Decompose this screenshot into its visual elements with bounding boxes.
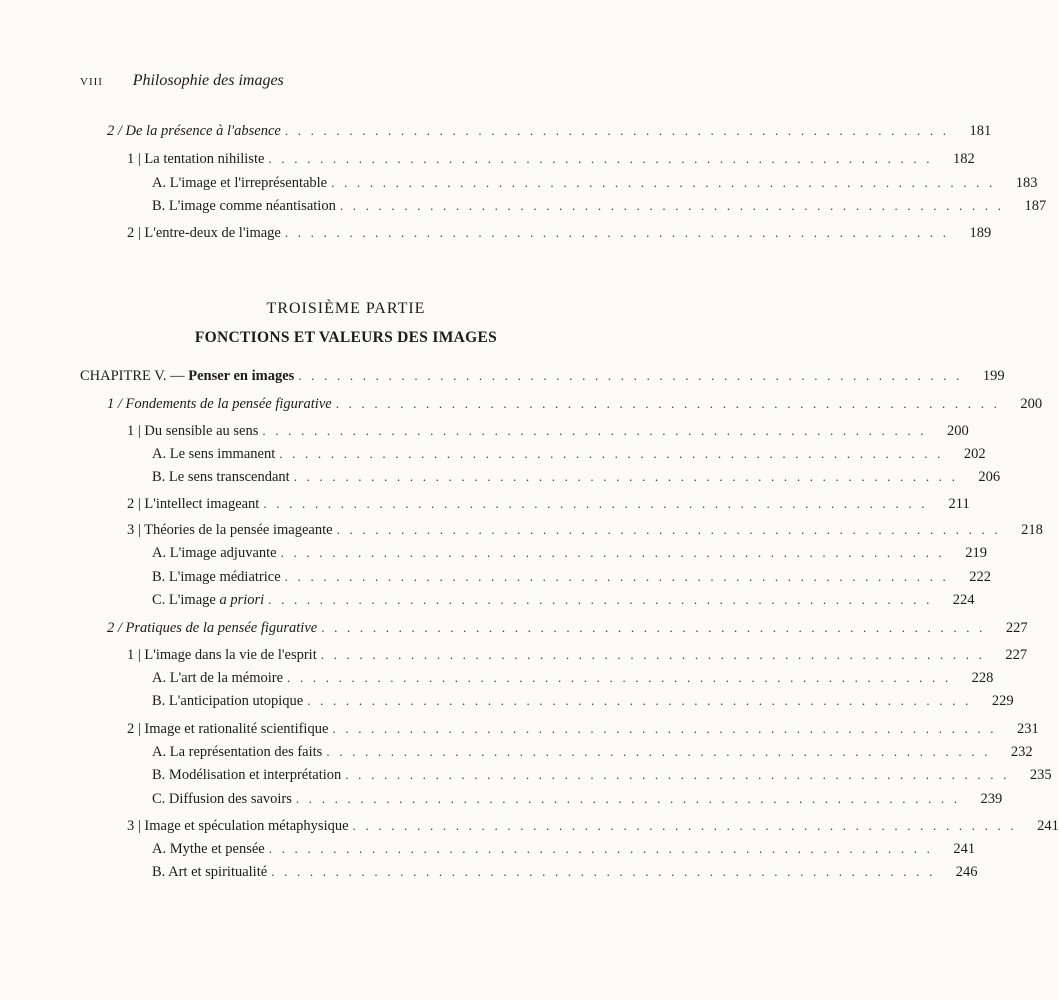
dot-leader: . . . . . . . . . . . . . . . . . . . . . . . . . . . . . . . . . . . . . . . . . . . . . . . . . . . .	[320, 647, 986, 662]
dot-leader: . . . . . . . . . . . . . . . . . . . . . . . . . . . . . . . . . . . . . . . . . . . . . . . . . . . .	[307, 693, 972, 708]
dot-leader: . . . . . . . . . . . . . . . . . . . . . . . . . . . . . . . . . . . . . . . . . . . . . . . . . . . .	[280, 545, 945, 560]
toc-entry-subsection	[127, 721, 1039, 738]
toc-entry-page: 189	[969, 225, 992, 241]
toc-entry-item	[152, 693, 1014, 710]
part-number: TROISIÈME PARTIE	[266, 300, 426, 317]
dot-leader: . . . . . . . . . . . . . . . . . . . . . . . . . . . . . . . . . . . . . . . . . . . . . . . . . . . .	[352, 818, 1017, 833]
toc-entry-label: 1 / Fondements de la pensée figurative	[107, 396, 332, 412]
toc-entry-label: A. L'image et l'irreprésentable	[152, 175, 328, 191]
toc-entry-item	[152, 469, 1001, 486]
toc-entry-label: A. La représentation des faits	[152, 744, 323, 760]
toc-entry-page: 231	[1017, 721, 1039, 737]
toc-entry-page: 239	[980, 791, 1003, 807]
toc-entry-subsection	[127, 496, 970, 513]
dot-leader: . . . . . . . . . . . . . . . . . . . . . . . . . . . . . . . . . . . . . . . . . . . . . . . . . . . .	[295, 791, 961, 806]
toc-entry-page: 228	[971, 670, 994, 686]
toc-entry-label: 3 | Image et spéculation métaphysique	[127, 818, 349, 834]
page-folio: VIII	[80, 76, 103, 88]
dot-leader: . . . . . . . . . . . . . . . . . . . . . . . . . . . . . . . . . . . . . . . . . . . . . . . . . . . .	[345, 767, 1010, 782]
toc-entry-label: B. L'anticipation utopique	[152, 693, 304, 709]
toc-entry-label: 2 | L'entre-deux de l'image	[127, 225, 281, 241]
toc-entry-section	[107, 620, 1028, 637]
toc-entry-label: 2 | Image et rationalité scientifique	[127, 721, 329, 737]
toc-entry-label: 2 | L'intellect imageant	[127, 496, 260, 512]
toc-entry-page: 229	[991, 693, 1014, 709]
toc-entry-page: 246	[955, 864, 978, 880]
toc-entry-label: B. Le sens transcendant	[152, 469, 290, 485]
toc-entry-item	[152, 569, 991, 586]
toc-entry-item	[152, 175, 1038, 192]
toc-entry-item	[152, 864, 978, 881]
toc-entry-page: 235	[1029, 767, 1052, 783]
chapter-prefix: CHAPITRE V. —	[80, 368, 189, 384]
toc-entry-label: A. Le sens immanent	[152, 446, 276, 462]
running-head	[80, 72, 284, 90]
toc-entry-label: 2 / Pratiques de la pensée figurative	[107, 620, 318, 636]
toc-entry-page: 218	[1021, 522, 1043, 538]
dot-leader: . . . . . . . . . . . . . . . . . . . . . . . . . . . . . . . . . . . . . . . . . . . . . . . . . . . .	[332, 721, 997, 736]
dot-leader: . . . . . . . . . . . . . . . . . . . . . . . . . . . . . . . . . . . . . . . . . . . . . . . . . . . .	[339, 198, 1005, 213]
toc-entry-page: 187	[1024, 198, 1047, 214]
toc-entry-label: 1 | La tentation nihiliste	[127, 151, 265, 167]
dot-leader: . . . . . . . . . . . . . . . . . . . . . . . . . . . . . . . . . . . . . . . . . . . . . . . . . . . .	[284, 225, 950, 240]
toc-entry-label: A. L'art de la mémoire	[152, 670, 284, 686]
toc-entry-page: 200	[946, 423, 969, 439]
toc-entry-item	[152, 198, 1047, 215]
toc-entry-item	[152, 592, 975, 609]
toc-entry-item	[152, 545, 987, 562]
running-title: Philosophie des images	[132, 72, 284, 89]
toc-entry-label: 1 | L'image dans la vie de l'esprit	[127, 647, 317, 663]
toc-entry-page: 181	[969, 123, 992, 139]
dot-leader: . . . . . . . . . . . . . . . . . . . . . . . . . . . . . . . . . . . . . . . . . . . . . . . . . . . .	[268, 592, 933, 607]
chapter-title: Penser en images	[188, 368, 295, 384]
toc-entry-item	[152, 791, 1003, 808]
toc-entry-section	[107, 123, 992, 140]
toc-entry-page: 219	[965, 545, 987, 561]
toc-entry-item	[152, 767, 1052, 784]
dot-leader: . . . . . . . . . . . . . . . . . . . . . . . . . . . . . . . . . . . . . . . . . . . . . . . . . . . .	[293, 469, 959, 484]
toc-entry-item	[152, 670, 994, 687]
toc-entry-page: 182	[953, 151, 975, 167]
dot-leader: . . . . . . . . . . . . . . . . . . . . . . . . . . . . . . . . . . . . . . . . . . . . . . . . . . . .	[263, 496, 928, 511]
dot-leader: . . . . . . . . . . . . . . . . . . . . . . . . . . . . . . . . . . . . . . . . . . . . . . . . . . . .	[321, 620, 986, 635]
dot-leader: . . . . . . . . . . . . . . . . . . . . . . . . . . . . . . . . . . . . . . . . . . . . . . . . . . . .	[298, 368, 963, 383]
toc-entry-subsection	[127, 647, 1028, 664]
dot-leader: . . . . . . . . . . . . . . . . . . . . . . . . . . . . . . . . . . . . . . . . . . . . . . . . . . . .	[335, 396, 1001, 411]
toc-entry-page: 241	[1037, 818, 1059, 834]
part-title: FONCTIONS ET VALEURS DES IMAGES	[194, 329, 498, 346]
dot-leader: . . . . . . . . . . . . . . . . . . . . . . . . . . . . . . . . . . . . . . . . . . . . . . . . . . . .	[268, 151, 933, 166]
toc-entry-page: 227	[1005, 620, 1028, 636]
toc-entry-label: B. Art et spiritualité	[152, 864, 268, 880]
toc-entry-page: 222	[969, 569, 991, 585]
toc-entry-item	[152, 446, 986, 463]
toc-entry-page: 224	[952, 592, 975, 608]
toc-entry-label: A. L'image adjuvante	[152, 545, 277, 561]
toc-entry-page: 199	[982, 368, 1005, 384]
dot-leader: . . . . . . . . . . . . . . . . . . . . . . . . . . . . . . . . . . . . . . . . . . . . . . . . . . . .	[262, 423, 927, 438]
chapter-label	[80, 368, 298, 385]
toc-entry-page: 241	[953, 841, 976, 857]
toc-entry-label: 1 | Du sensible au sens	[127, 423, 259, 439]
dot-leader: . . . . . . . . . . . . . . . . . . . . . . . . . . . . . . . . . . . . . . . . . . . . . . . . . . . .	[279, 446, 944, 461]
dot-leader: . . . . . . . . . . . . . . . . . . . . . . . . . . . . . . . . . . . . . . . . . . . . . . . . . . . .	[326, 744, 991, 759]
toc-entry-label: B. L'image comme néantisation	[152, 198, 336, 214]
dot-leader: . . . . . . . . . . . . . . . . . . . . . . . . . . . . . . . . . . . . . . . . . . . . . . . . . . . .	[331, 175, 996, 190]
dot-leader: . . . . . . . . . . . . . . . . . . . . . . . . . . . . . . . . . . . . . . . . . . . . . . . . . . . .	[271, 864, 936, 879]
toc-entry-page: 206	[978, 469, 1001, 485]
toc-entry-page: 202	[963, 446, 986, 462]
toc-entry-page: 232	[1010, 744, 1033, 760]
toc-entry-label: 3 | Théories de la pensée imageante	[127, 522, 333, 538]
toc-chapter	[80, 368, 1005, 385]
dot-leader: . . . . . . . . . . . . . . . . . . . . . . . . . . . . . . . . . . . . . . . . . . . . . . . . . . . .	[284, 569, 949, 584]
toc-entry-subsection	[127, 423, 969, 440]
toc-entry-label: B. L'image médiatrice	[152, 569, 281, 585]
toc-entry-subsection	[127, 225, 992, 242]
dot-leader: . . . . . . . . . . . . . . . . . . . . . . . . . . . . . . . . . . . . . . . . . . . . . . . . . . . .	[268, 841, 934, 856]
toc-entry-subsection	[127, 151, 975, 168]
dot-leader: . . . . . . . . . . . . . . . . . . . . . . . . . . . . . . . . . . . . . . . . . . . . . . . . . . . .	[287, 670, 952, 685]
toc-entry-item	[152, 841, 976, 858]
toc-entry-page: 227	[1005, 647, 1028, 663]
toc-entry-section	[107, 396, 1043, 413]
toc-entry-page: 200	[1020, 396, 1043, 412]
dot-leader: . . . . . . . . . . . . . . . . . . . . . . . . . . . . . . . . . . . . . . . . . . . . . . . . . . . .	[336, 522, 1001, 537]
toc-entry-label: C. Diffusion des savoirs	[152, 791, 292, 807]
toc-entry-item	[152, 744, 1033, 761]
toc-entry-subsection	[127, 818, 1059, 835]
toc-entry-label: B. Modélisation et interprétation	[152, 767, 342, 783]
dot-leader: . . . . . . . . . . . . . . . . . . . . . . . . . . . . . . . . . . . . . . . . . . . . . . . . . . . .	[284, 123, 950, 138]
toc-entry-subsection	[127, 522, 1043, 539]
toc-entry-page: 211	[948, 496, 970, 512]
toc-entry-label-prefix: C. L'image	[152, 592, 220, 608]
toc-entry-label-italic: a priori	[219, 592, 265, 608]
toc-entry-label: 2 / De la présence à l'absence	[107, 123, 281, 139]
toc-entry-label	[152, 592, 268, 609]
toc-entry-label: A. Mythe et pensée	[152, 841, 265, 857]
toc-entry-page: 183	[1015, 175, 1038, 191]
